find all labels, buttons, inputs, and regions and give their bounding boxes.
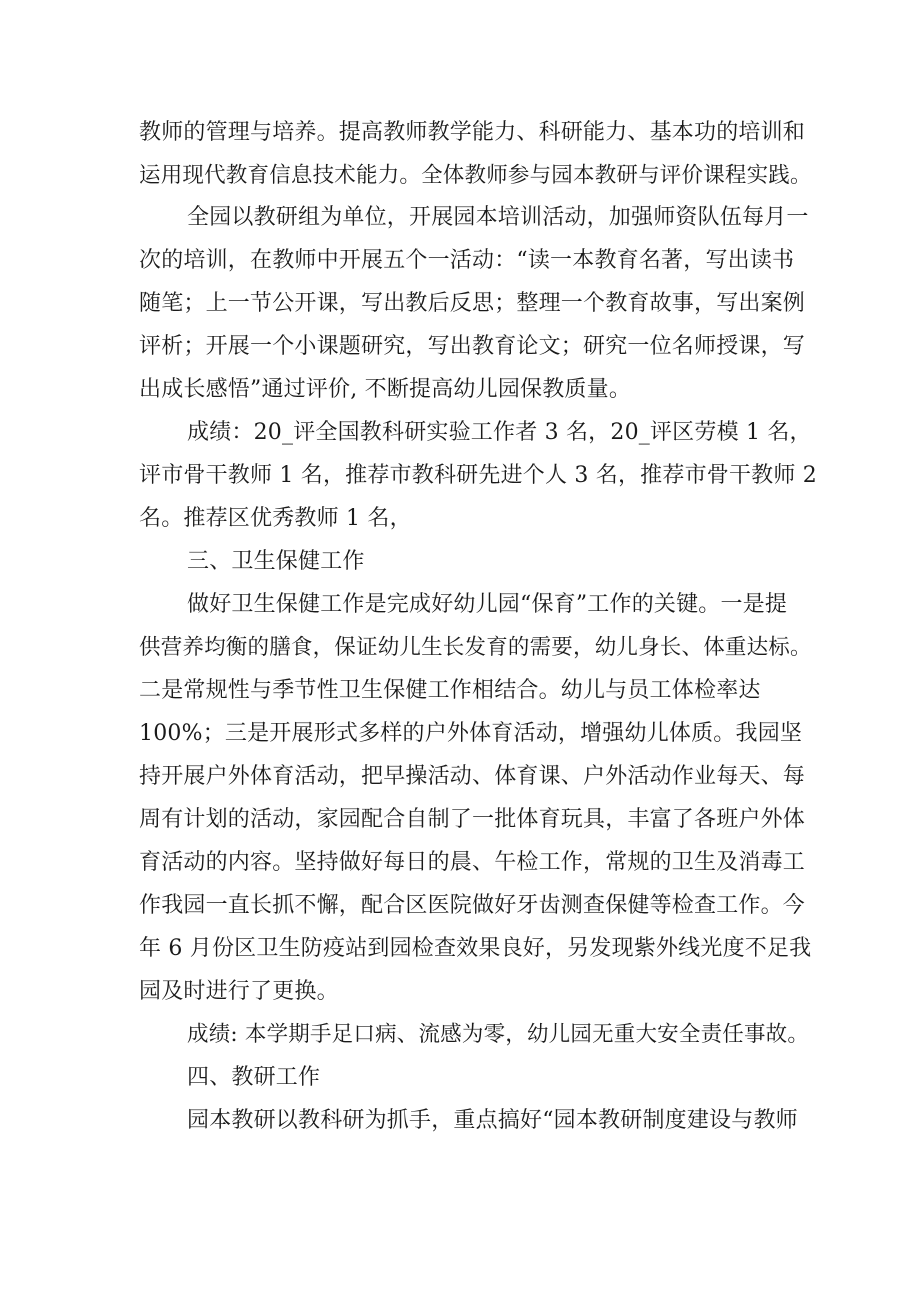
text-line: 年 6 月份区卫生防疫站到园检查效果良好，另发现紫外线光度不足我: [139, 936, 812, 961]
text-line: 教师的管理与培养。提高教师教学能力、科研能力、基本功的培训和: [139, 120, 806, 145]
text-line: 作我园一直长抓不懈，配合区医院做好牙齿测查保健等检查工作。今: [139, 893, 806, 918]
text-line: 100%；三是开展形式多样的户外体育活动，增强幼儿体质。我园坚: [139, 721, 803, 746]
paragraph-start-line: 园本教研以教科研为抓手，重点搞好“园本教研制度建设与教师: [187, 1108, 798, 1133]
text-line: 园及时进行了更换。: [139, 979, 339, 1004]
text-line: 名。推荐区优秀教师 1 名，: [139, 506, 412, 531]
text-line: 育活动的内容。坚持做好每日的晨、午检工作，常规的卫生及消毒工: [139, 850, 806, 875]
paragraph-start-line: 做好卫生保健工作是完成好幼儿园“保育”工作的关键。一是提: [187, 592, 788, 617]
text-line: 次的培训，在教师中开展五个一活动：“读一本教育名著，写出读书: [139, 248, 795, 273]
text-line: 供营养均衡的膳食，保证幼儿生长发育的需要，幼儿身长、体重达标。: [139, 635, 812, 660]
text-line: 持开展户外体育活动，把早操活动、体育课、户外活动作业每天、每: [139, 764, 806, 789]
text-line: 运用现代教育信息技术能力。全体教师参与园本教研与评价课程实践。: [139, 163, 812, 188]
text-line: 出成长感悟”通过评价, 不断提高幼儿园保教质量。: [139, 377, 632, 402]
text-line: 评析；开展一个小课题研究，写出教育论文；研究一位名师授课，写: [139, 334, 806, 359]
text-line: 评市骨干教师 1 名，推荐市教科研先进个人 3 名，推荐市骨干教师 2: [139, 463, 817, 488]
achievement-line: 成绩：20_评全国教科研实验工作者 3 名，20_评区劳模 1 名，: [187, 420, 812, 445]
paragraph-start-line: 全园以教研组为单位，开展园本培训活动，加强师资队伍每月一: [187, 205, 809, 230]
section-heading: 三、卫生保健工作: [187, 549, 365, 574]
text-line: 随笔；上一节公开课，写出教后反思；整理一个教育故事，写出案例: [139, 291, 806, 316]
text-line: 周有计划的活动，家园配合自制了一批体育玩具，丰富了各班户外体: [139, 807, 806, 832]
section-heading: 四、教研工作: [187, 1065, 321, 1090]
achievement-line: 成绩: 本学期手足口病、流感为零，幼儿园无重大安全责任事故。: [187, 1022, 810, 1047]
text-line: 二是常规性与季节性卫生保健工作相结合。幼儿与员工体检率达: [139, 678, 761, 703]
